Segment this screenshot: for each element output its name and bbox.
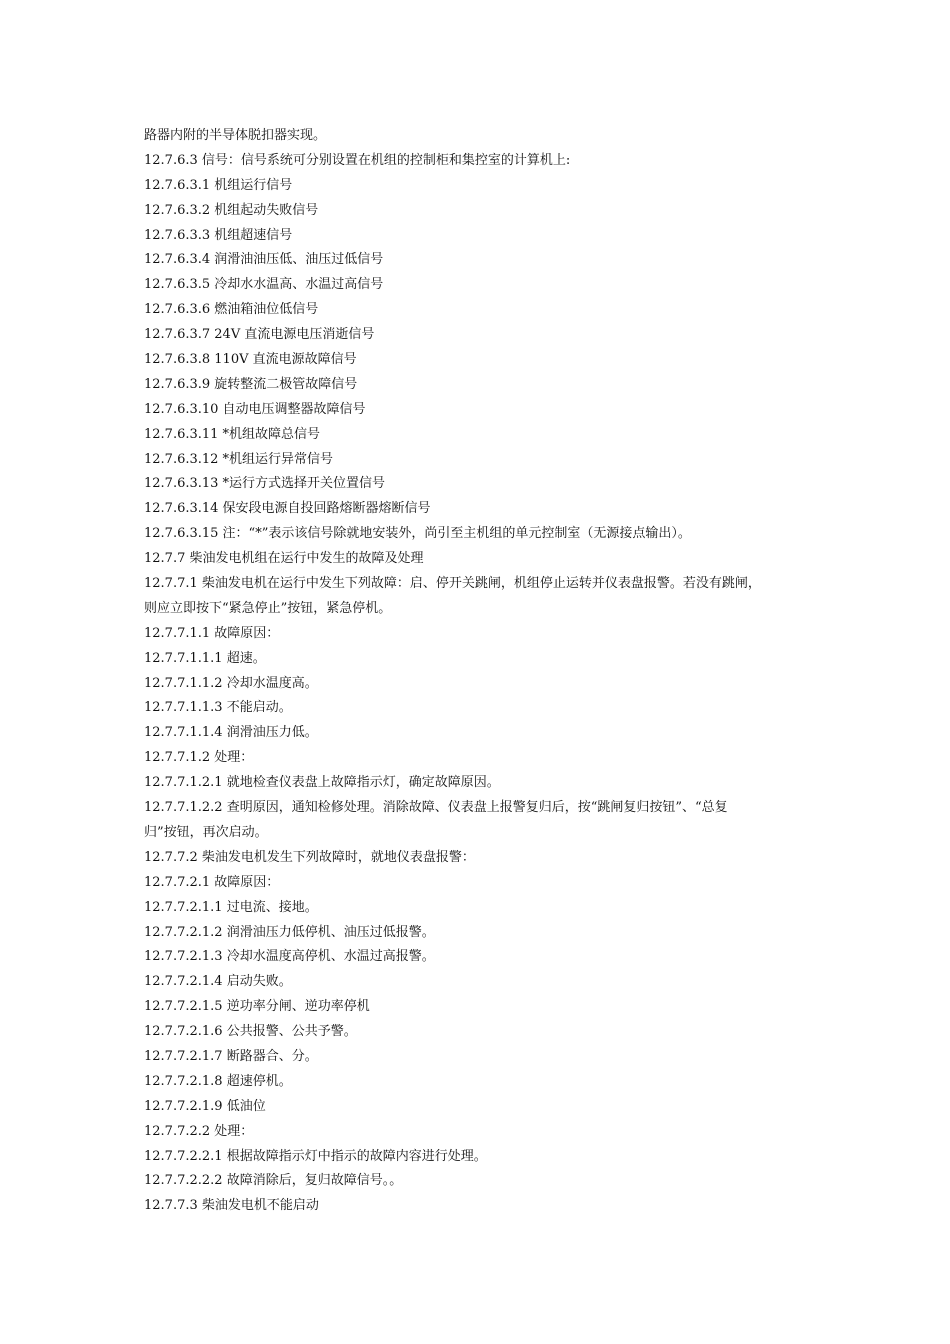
text-line: 12.7.7.1.2.2 查明原因，通知检修处理。消除故障、仪表盘上报警复归后，按“跳闸复归按钮”、“总复: [144, 800, 728, 816]
section-heading: 12.7.7 柴油发电机组在运行中发生的故障及处理: [144, 551, 424, 567]
text-line: 12.7.7.2.2 处理：: [144, 1123, 254, 1139]
text-line: 12.7.7.2 柴油发电机发生下列故障时，就地仪表盘报警：: [144, 849, 475, 865]
text-line: 12.7.7.3 柴油发电机不能启动: [144, 1198, 319, 1214]
text-line: 12.7.7.2.1.4 启动失败。: [144, 974, 292, 990]
text-line: 12.7.7.2.1.8 超速停机。: [144, 1073, 292, 1089]
text-line: 则应立即按下“紧急停止”按钮，紧急停机。: [144, 600, 392, 616]
text-line: 12.7.7.2.1.1 过电流、接地。: [144, 899, 318, 915]
text-line: 12.7.7.1.1.4 润滑油压力低。: [144, 725, 318, 741]
text-line: 12.7.7.2.1.2 润滑油压力低停机、油压过低报警。: [144, 924, 435, 940]
text-line: 12.7.6.3.8 110V 直流电源故障信号: [144, 352, 357, 368]
text-line: 12.7.6.3.10 自动电压调整器故障信号: [144, 401, 366, 417]
text-line: 12.7.7.1.1.3 不能启动。: [144, 700, 292, 716]
text-line: 12.7.6.3.9 旋转整流二极管故障信号: [144, 376, 358, 392]
text-line: 归”按钮，再次启动。: [144, 824, 268, 840]
text-line: 12.7.6.3.3 机组超速信号: [144, 227, 293, 243]
text-line: 12.7.7.1 柴油发电机在运行中发生下列故障：启、停开关跳闸，机组停止运转并仪表盘报警。若没有跳闸，: [144, 576, 761, 592]
text-line: 12.7.6.3.12 *机组运行异常信号: [144, 451, 334, 467]
text-line: 12.7.6.3 信号：信号系统可分别设置在机组的控制柜和集控室的计算机上:: [144, 152, 571, 168]
text-line: 12.7.7.1.1.2 冷却水温度高。: [144, 675, 318, 691]
text-line: 12.7.6.3.2 机组起动失败信号: [144, 202, 319, 218]
text-line: 12.7.6.3.11 *机组故障总信号: [144, 426, 321, 442]
text-line: 12.7.7.2.1.3 冷却水温度高停机、水温过高报警。: [144, 949, 435, 965]
text-line: 12.7.6.3.14 保安段电源自投回路熔断器熔断信号: [144, 501, 431, 517]
text-line: 12.7.6.3.13 *运行方式选择开关位置信号: [144, 476, 386, 492]
text-line: 12.7.7.1.1.1 超速。: [144, 650, 266, 666]
text-line: 12.7.7.1.2.1 就地检查仪表盘上故障指示灯，确定故障原因。: [144, 775, 500, 791]
text-line: 12.7.7.2.1 故障原因：: [144, 874, 280, 890]
text-line: 12.7.7.2.1.7 断路器合、分。: [144, 1048, 318, 1064]
text-line: 12.7.7.2.1.9 低油位: [144, 1098, 266, 1114]
text-line: 12.7.6.3.5 冷却水水温高、水温过高信号: [144, 277, 384, 293]
text-line: 路器内附的半导体脱扣器实现。: [144, 128, 327, 143]
text-line: 12.7.6.3.7 24V 直流电源电压消逝信号: [144, 327, 375, 343]
text-line: 12.7.7.1.1 故障原因：: [144, 625, 280, 641]
text-line: 12.7.7.2.2.1 根据故障指示灯中指示的故障内容进行处理。: [144, 1148, 487, 1164]
text-line: 12.7.7.1.2 处理：: [144, 750, 254, 766]
text-line: 12.7.6.3.1 机组运行信号: [144, 177, 293, 193]
text-line: 12.7.6.3.6 燃油箱油位低信号: [144, 302, 319, 318]
text-line: 12.7.7.2.1.5 逆功率分闸、逆功率停机: [144, 999, 370, 1015]
document-body: [144, 124, 824, 1219]
text-line: 12.7.6.3.4 润滑油油压低、油压过低信号: [144, 252, 384, 268]
text-line: 12.7.6.3.15 注：“*”表示该信号除就地安装外，尚引至主机组的单元控制室（无源接点输出）。: [144, 526, 691, 542]
text-line: 12.7.7.2.2.2 故障消除后，复归故障信号。。: [144, 1173, 403, 1189]
text-line: 12.7.7.2.1.6 公共报警、公共予警。: [144, 1024, 357, 1040]
